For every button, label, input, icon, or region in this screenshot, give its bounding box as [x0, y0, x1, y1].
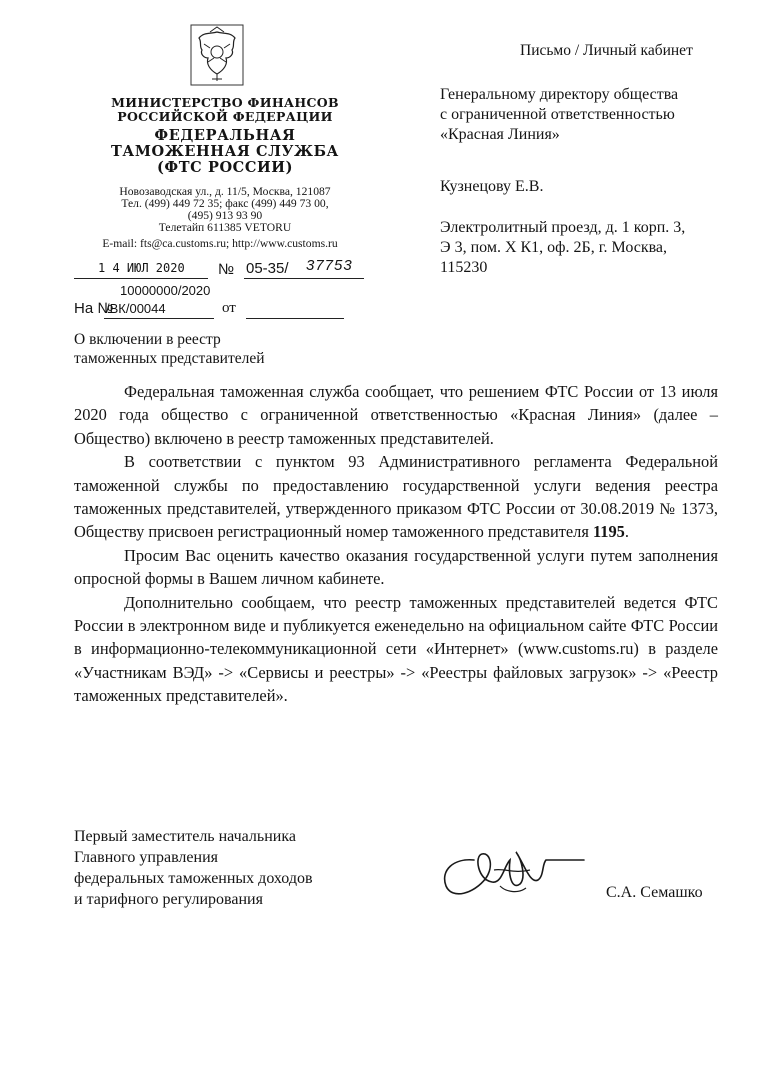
- reference-label: На №: [74, 300, 114, 317]
- letter-body: [74, 380, 718, 708]
- subject-line-2: таможенных представителей: [74, 350, 265, 367]
- signer-title: [74, 826, 394, 910]
- signer-title-line-1: Первый заместитель начальника: [74, 828, 296, 845]
- contact-phone-2: (495) 913 93 90: [187, 209, 263, 222]
- coat-of-arms-emblem: [190, 24, 244, 86]
- registration-number: 1195: [592, 522, 625, 542]
- body-paragraph-3: Просим Вас оценить качество оказания государственной услуги путем заполнения опросной формы в Вашем личном кабинете.: [74, 545, 718, 589]
- recipient-address-line-3: 115230: [440, 259, 488, 276]
- reference-from-label: от: [222, 300, 236, 316]
- signer-title-line-4: и тарифного регулирования: [74, 891, 263, 908]
- recipient-address-line-2: Э 3, пом. Х К1, оф. 2Б, г. Москва,: [440, 239, 668, 256]
- number-label: №: [218, 261, 235, 278]
- date-underline: [74, 278, 208, 279]
- recipient-line-2: с ограниченной ответственностью: [440, 106, 675, 123]
- service-line-1: ФЕДЕРАЛЬНАЯ: [154, 127, 296, 144]
- recipient-line-1: Генеральному директору общества: [440, 86, 679, 103]
- signer-name: С.А. Семашко: [606, 884, 703, 901]
- recipient-block: [440, 85, 740, 145]
- recipient-line-3: «Красная Линия»: [440, 126, 560, 143]
- registration-date-stamp: 1 4 ИЮЛ 2020: [98, 261, 185, 275]
- document-type: Письмо / Личный кабинет: [520, 42, 693, 59]
- body-paragraph-4: Дополнительно сообщаем, что реестр таможенных представителей ведется ФТС России в электронном виде и публикуется еженедельно на официальном сайте ФТС России в информационно-телекоммуникационной сети «Интернет» (www.customs.ru) в разделе «Участникам ВЭД» -> «Сервисы и реестры» -> «Реестры файловых загрузок» -> «Реестр таможенных представителей».: [74, 592, 718, 706]
- ministry-name: [70, 96, 380, 124]
- service-line-3: (ФТС РОССИИ): [156, 159, 294, 176]
- number-underline: [244, 278, 364, 279]
- recipient-address: [440, 218, 740, 278]
- contact-email: E-mail: fts@ca.customs.ru; http://www.customs.ru: [102, 237, 338, 250]
- contact-address: Новозаводская ул., д. 11/5, Москва, 121087: [119, 185, 331, 198]
- letter-subject: [74, 330, 314, 368]
- contact-phone: Тел. (499) 449 72 35; факс (499) 449 73 00,: [121, 197, 329, 210]
- outgoing-number: 05-35/: [246, 260, 289, 277]
- reference-number: /ВК/00044: [106, 301, 166, 316]
- reference-date-underline: [246, 318, 344, 319]
- handwritten-signature: [434, 830, 594, 910]
- handwritten-number: 37753: [306, 257, 353, 274]
- body-paragraph-2-text: В соответствии с пунктом 93 Административного регламента Федеральной таможенной службы по предоставлению государственной услуги ведения реестра таможенных представителей, утвержденного приказом ФТС России от 30.08.2019 № 1373, Обществу присвоен регистрационный номер таможенного представителя: [74, 452, 718, 542]
- service-name: [70, 128, 380, 176]
- reference-number-top: 10000000/2020: [120, 283, 211, 298]
- service-line-2: ТАМОЖЕННАЯ СЛУЖБА: [111, 143, 339, 160]
- signer-title-line-2: Главного управления: [74, 849, 218, 866]
- recipient-person: Кузнецову Е.В.: [440, 178, 544, 195]
- signer-title-line-3: федеральных таможенных доходов: [74, 870, 313, 887]
- reference-underline: [104, 318, 214, 319]
- ministry-line-2: РОССИЙСКОЙ ФЕДЕРАЦИИ: [117, 109, 333, 124]
- contact-teletype: Телетайп 611385 VETORU: [158, 221, 292, 234]
- contact-block: [70, 186, 380, 234]
- body-paragraph-2-end: .: [624, 522, 629, 542]
- ministry-line-1: МИНИСТЕРСТВО ФИНАНСОВ: [111, 95, 339, 110]
- recipient-address-line-1: Электролитный проезд, д. 1 корп. 3,: [440, 219, 686, 236]
- body-paragraph-1: Федеральная таможенная служба сообщает, что решением ФТС России от 13 июля 2020 года общество с ограниченной ответственностью «Красная Линия» (далее – Общество) включено в реестр таможенных представителей.: [74, 382, 718, 448]
- body-paragraph-2: [74, 450, 718, 544]
- subject-line-1: О включении в реестр: [74, 331, 221, 348]
